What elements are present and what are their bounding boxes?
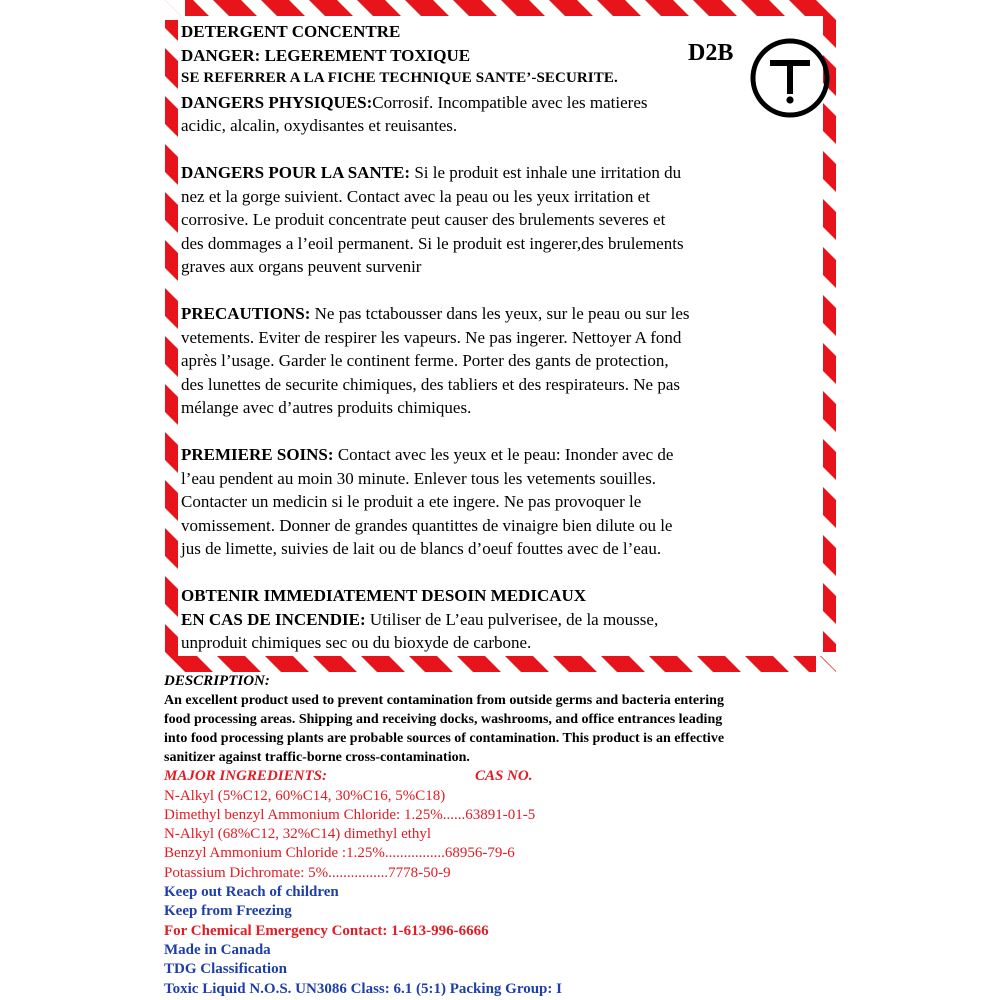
precautions-line: après l’usage. Garder le continent ferme. Porter des gants de protection, bbox=[181, 351, 669, 370]
fire-title: EN CAS DE INCENDIE: bbox=[181, 609, 366, 629]
description-line: food processing areas. Shipping and receiving docks, washrooms, and office entrances leading bbox=[164, 712, 723, 728]
danger-statement: DANGER: LEGEREMENT TOXIQUE bbox=[181, 45, 471, 65]
hazard-label bbox=[165, 0, 836, 672]
first-aid-line: jus de limette, suivies de lait ou de blancs d’oeuf fouttes avec de l’eau. bbox=[181, 539, 662, 558]
cas-title: CAS NO. bbox=[474, 768, 533, 785]
description-line: into food processing plants are probable sources of contamination. This product is an effective bbox=[164, 731, 725, 747]
first-aid-title: PREMIERE SOINS: bbox=[181, 445, 334, 464]
description-title: DESCRIPTION: bbox=[164, 673, 270, 689]
description-line: sanitizer against traffic-borne cross-contamination. bbox=[164, 750, 470, 766]
health-hazards-line: corrosive. Le produit concentrate peut causer des brulements severes et bbox=[181, 210, 666, 229]
toxic-liquid-class: Toxic Liquid N.O.S. UN3086 Class: 6.1 (5:1) Packing Group: I bbox=[164, 980, 562, 997]
first-aid-line: l’eau pendent au moin 30 minute. Enlever tous les vetements souilles. bbox=[181, 468, 656, 488]
label-panel bbox=[178, 16, 823, 656]
physical-hazards-line: acidic, alcalin, oxydisantes et reuisantes. bbox=[181, 116, 458, 135]
fire-line: Utiliser de L’eau pulverisee, de la mousse, bbox=[365, 609, 659, 629]
first-aid-line: vomissement. Donner de grandes quantittes de vinaigre bien dilute ou le bbox=[181, 515, 673, 535]
label-title: DETERGENT CONCENTRE bbox=[181, 22, 401, 41]
precautions-title: PRECAUTIONS: bbox=[181, 304, 311, 323]
first-aid-line: Contact avec les yeux et le peau: Inonder avec de bbox=[333, 445, 674, 464]
health-hazards-line: nez et la gorge suivient. Contact avec la peau ou les yeux irritation et bbox=[181, 186, 650, 206]
ingredient-line: Benzyl Ammonium Chloride :1.25%................68956-79-6 bbox=[164, 845, 515, 862]
hazard-class-code: D2B bbox=[688, 40, 734, 66]
precautions bbox=[181, 302, 823, 420]
precautions-line: mélange avec d’autres produits chimiques. bbox=[181, 398, 472, 417]
fire-instructions bbox=[181, 608, 823, 655]
first-aid bbox=[181, 443, 823, 561]
tdg-classification: TDG Classification bbox=[164, 961, 287, 978]
description-line: An excellent product used to prevent contamination from outside germs and bacteria entering bbox=[164, 693, 724, 709]
ingredients-title: MAJOR INGREDIENTS: bbox=[164, 768, 327, 785]
physical-hazards-line: Corrosif. Incompatible avec les matieres bbox=[372, 92, 648, 112]
precautions-line: vetements. Eviter de respirer les vapeurs. Ne pas ingerer. Nettoyer A fond bbox=[181, 327, 682, 347]
ingredient-line: Dimethyl benzyl Ammonium Chloride: 1.25%......63891-01-5 bbox=[164, 806, 536, 823]
health-hazards-line: Si le produit est inhale une irritation du bbox=[410, 163, 682, 182]
emergency-contact: For Chemical Emergency Contact: 1-613-996-6666 bbox=[164, 922, 489, 939]
ingredient-line: N-Alkyl (5%C12, 60%C14, 30%C16, 5%C18) bbox=[164, 787, 446, 804]
first-aid-line: Contacter un medicin si le produit a ete ingere. Ne pas provoquer le bbox=[181, 492, 642, 511]
medical-attention: OBTENIR IMMEDIATEMENT DESOIN MEDICAUX bbox=[181, 586, 587, 605]
physical-hazards bbox=[181, 91, 823, 138]
ingredient-line: Potassium Dichromate: 5%................7778-50-9 bbox=[164, 864, 451, 881]
keep-out-notice: Keep out Reach of children bbox=[164, 884, 339, 901]
precautions-line: Ne pas tctabousser dans les yeux, sur le peau ou sur les bbox=[310, 304, 690, 323]
sds-reference: SE REFERRER A LA FICHE TECHNIQUE SANTE’-SECURITE. bbox=[181, 70, 618, 86]
health-hazards-title: DANGERS POUR LA SANTE: bbox=[181, 163, 411, 182]
health-hazards-line: des dommages a l’eoil permanent. Si le produit est ingerer,des brulements bbox=[181, 233, 684, 253]
physical-hazards-title: DANGERS PHYSIQUES: bbox=[181, 92, 373, 112]
ingredients-header bbox=[164, 767, 854, 786]
toxic-t-in-circle-icon bbox=[748, 36, 832, 120]
fire-line: unproduit chimiques sec ou du bioxyde de carbone. bbox=[181, 633, 532, 652]
precautions-line: des lunettes de securite chimiques, des tabliers et des respirateurs. Ne pas bbox=[181, 374, 680, 394]
freezing-notice: Keep from Freezing bbox=[164, 903, 292, 920]
health-hazards bbox=[181, 161, 823, 279]
ingredient-line: N-Alkyl (68%C12, 32%C14) dimethyl ethyl bbox=[164, 826, 432, 843]
product-info bbox=[164, 672, 854, 999]
made-in: Made in Canada bbox=[164, 941, 271, 958]
health-hazards-line: graves aux organs peuvent survenir bbox=[181, 257, 422, 276]
